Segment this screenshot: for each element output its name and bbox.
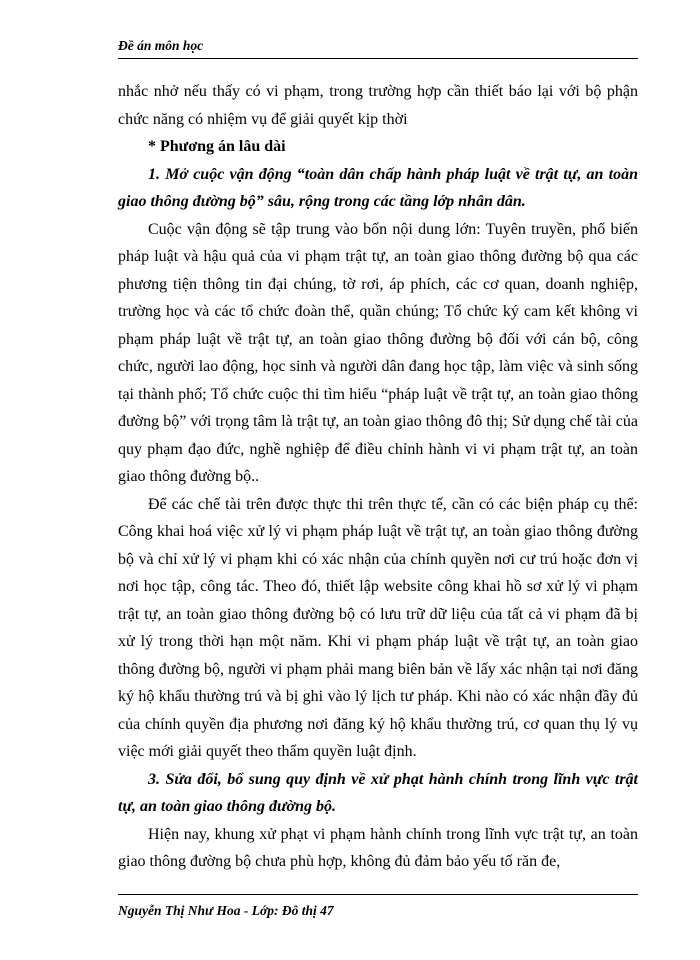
- paragraph-campaign: Cuộc vận động sẽ tập trung vào bốn nội dung lớn: Tuyên truyền, phổ biến pháp luật và hậu quả của vi phạm trật tự, an toàn giao thông đường bộ qua các phương tiện thông tin đại chúng, tờ rơi, áp phích, các cơ quan, doanh nghiệp, trường học và các tổ chức đoàn thể, quần chúng; Tổ chức ký cam kết không vi phạm pháp luật về trật tự, an toàn giao thông đường bộ đối với cán bộ, công chức, người lao động, học sinh và người dân đang học tập, làm việc và sinh sống tại thành phố; Tổ chức cuộc thi tìm hiểu “pháp luật về trật tự, an toàn giao thông đường bộ” với trọng tâm là trật tự, an toàn giao thông đô thị; Sử dụng chế tài của quy phạm đạo đức, nghề nghiệp để điều chỉnh hành vi vi phạm trật tự, an toàn giao thông đường bộ..: [118, 220, 638, 485]
- footer-rule: [118, 894, 638, 895]
- paragraph-penalties: Hiện nay, khung xử phạt vi phạm hành chính trong lĩnh vực trật tự, an toàn giao thông đường bộ chưa phù hợp, không đủ đảm bảo yếu tố răn đe,: [118, 825, 638, 870]
- running-footer: Nguyễn Thị Như Hoa - Lớp: Đô thị 47: [118, 903, 334, 918]
- running-header: Đề án môn học: [118, 38, 204, 53]
- section-label: * Phương án lâu dài: [148, 138, 286, 155]
- paragraph-continued: nhắc nhở nếu thấy có vi phạm, trong trường hợp cần thiết báo lại với bộ phận chức năng có nhiệm vụ để giải quyết kịp thời: [118, 83, 638, 128]
- heading-3: 3. Sửa đổi, bổ sung quy định về xử phạt hành chính trong lĩnh vực trật tự, an toàn giao thông đường bộ.: [118, 770, 638, 815]
- paragraph-measures: Để các chế tài trên được thực thi trên thực tế, cần có các biện pháp cụ thể: Công khai hoá việc xử lý vi phạm pháp luật về trật tự, an toàn giao thông đường bộ và chỉ xử lý vi phạm khi có xác nhận của chính quyền nơi cư trú hoặc đơn vị nơi học tập, công tác. Theo đó, thiết lập website công khai hồ sơ xử lý vi phạm trật tự, an toàn giao thông đường bộ có lưu trữ dữ liệu của tất cả vi phạm đã bị xử lý trong thời hạn một năm. Khi vi phạm pháp luật về trật tự, an toàn giao thông đường bộ, người vi phạm phải mang biên bản về lấy xác nhận tại nơi đăng ký hộ khẩu thường trú và bị ghi vào lý lịch tư pháp. Khi nào có xác nhận đầy đủ của chính quyền địa phương nơi đăng ký hộ khẩu thường trú, cơ quan thụ lý vụ việc mới giải quyết theo thẩm quyền luật định.: [118, 495, 638, 760]
- header-rule: [118, 58, 638, 59]
- heading-1: 1. Mở cuộc vận động “toàn dân chấp hành pháp luật về trật tự, an toàn giao thông đường bộ” sâu, rộng trong các tầng lớp nhân dân.: [118, 165, 638, 210]
- page-body: [118, 78, 638, 876]
